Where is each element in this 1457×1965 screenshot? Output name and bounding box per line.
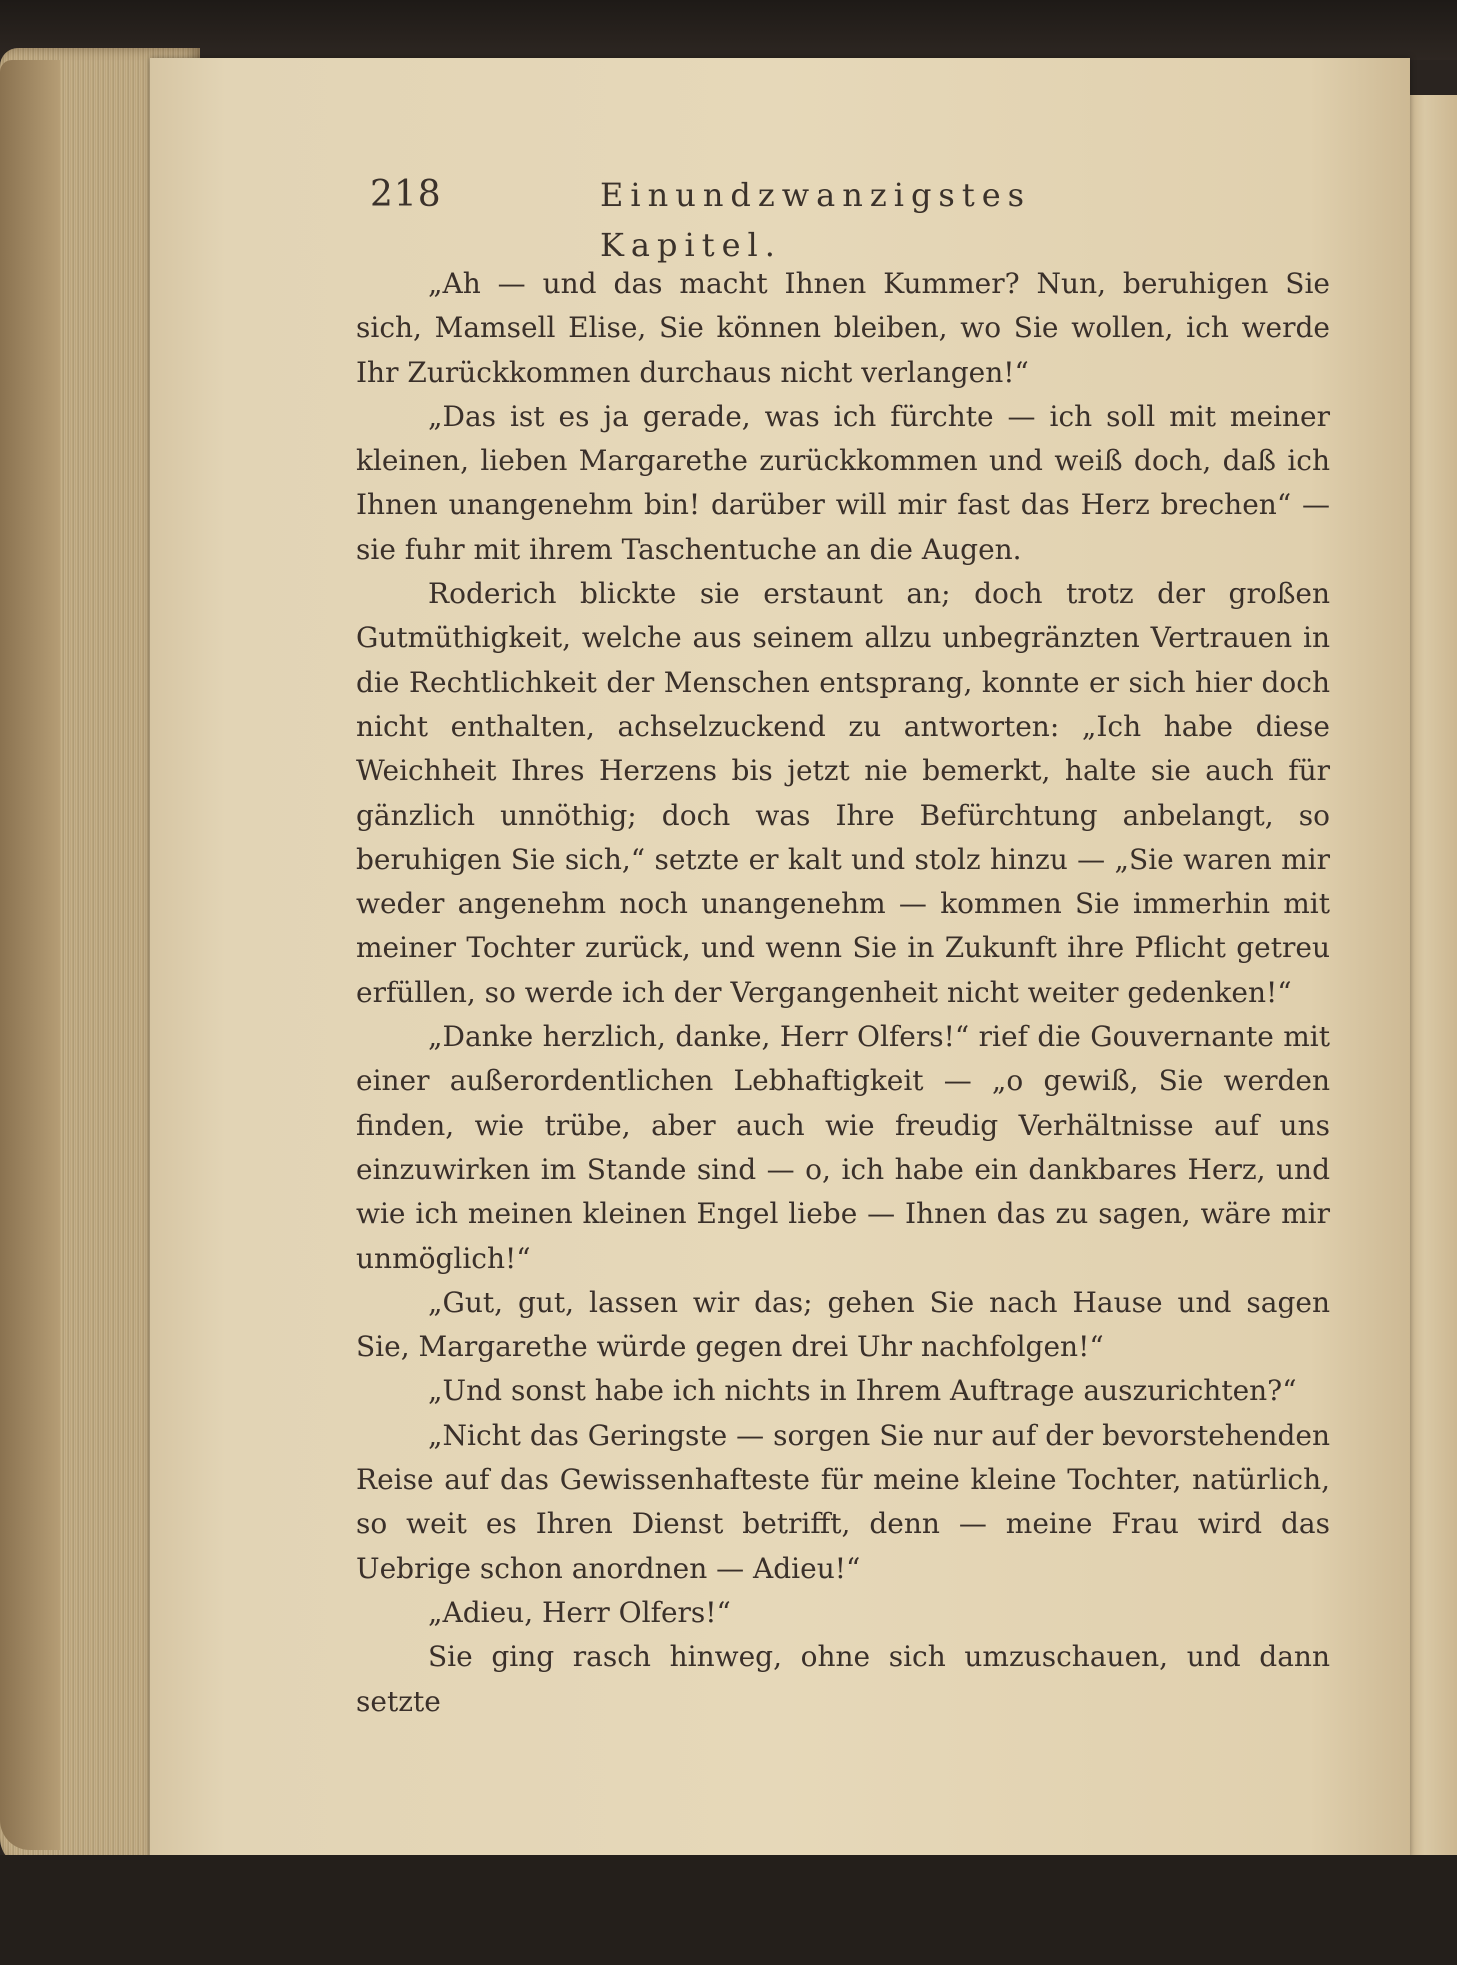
paragraph: „Ah — und das macht Ihnen Kummer? Nun, beruhigen Sie sich, Mamsell Elise, Sie können bleiben, wo Sie wollen, ich werde Ihr Zurückkommen durchaus nicht verlangen!“ xyxy=(356,267,1330,389)
chapter-title: Einundzwanzigstes Kapitel. xyxy=(600,176,1032,264)
background xyxy=(0,0,1457,60)
paragraph: „Adieu, Herr Olfers!“ xyxy=(428,1595,731,1629)
paragraph: Roderich blickte sie erstaunt an; doch trotz der großen Gutmüthigkeit, welche aus seinem allzu unbegränzten Vertrauen in die Rechtlichkeit der Menschen entsprang, konnte er sich hier doch nicht enthalten, achselzuckend zu antworten: „Ich habe diese Weichheit Ihres Herzens bis jetzt nie bemerkt, halte sie auch für gänzlich unnöthig; doch was Ihre Befürchtung anbelangt, so beruhigen Sie sich,“ setzte er kalt und stolz hinzu — „Sie waren mir weder angenehm noch unangenehm — kommen Sie immerhin mit meiner Tochter zurück, und wenn Sie in Zukunft ihre Pflicht getreu erfüllen, so werde ich der Vergangenheit nicht weiter gedenken!“ xyxy=(356,577,1330,1009)
paragraph: „Und sonst habe ich nichts in Ihrem Auftrage auszurichten?“ xyxy=(428,1374,1297,1408)
paragraph: „Gut, gut, lassen wir das; gehen Sie nach Hause und sagen Sie, Margarethe würde gegen drei Uhr nachfolgen!“ xyxy=(356,1285,1330,1364)
paragraph: „Nicht das Geringste — sorgen Sie nur auf der bevorstehenden Reise auf das Gewissenhafteste für meine kleine Tochter, natürlich, so weit es Ihren Dienst betrifft, denn — meine Frau wird das Uebrige schon anordnen — Adieu!“ xyxy=(356,1418,1330,1585)
paragraph: Sie ging rasch hinweg, ohne sich umzuschauen, und dann setzte xyxy=(356,1640,1330,1718)
background-bottom xyxy=(0,1855,1457,1965)
page-stack-edge xyxy=(0,60,60,1850)
paragraph: „Das ist es ja gerade, was ich fürchte — ich soll mit meiner kleinen, lieben Margarethe zurückkommen und weiß doch, daß ich Ihnen unangenehm bin! darüber will mir fast das Herz brechen“ — sie fuhr mit ihrem Taschentuche an die Augen. xyxy=(356,399,1330,566)
page-number: 218 xyxy=(370,174,442,215)
page-body xyxy=(356,262,1330,1724)
running-header xyxy=(370,170,1105,264)
paragraph: „Danke herzlich, danke, Herr Olfers!“ rief die Gouvernante mit einer außerordentlichen Lebhaftigkeit — „o gewiß, Sie werden finden, wie trübe, aber auch wie freudig Verhältnisse auf uns einzuwirken im Stande sind — o, ich habe ein dankbares Herz, und wie ich meinen kleinen Engel liebe — Ihnen das zu sagen, wäre mir unmöglich!“ xyxy=(356,1020,1330,1275)
